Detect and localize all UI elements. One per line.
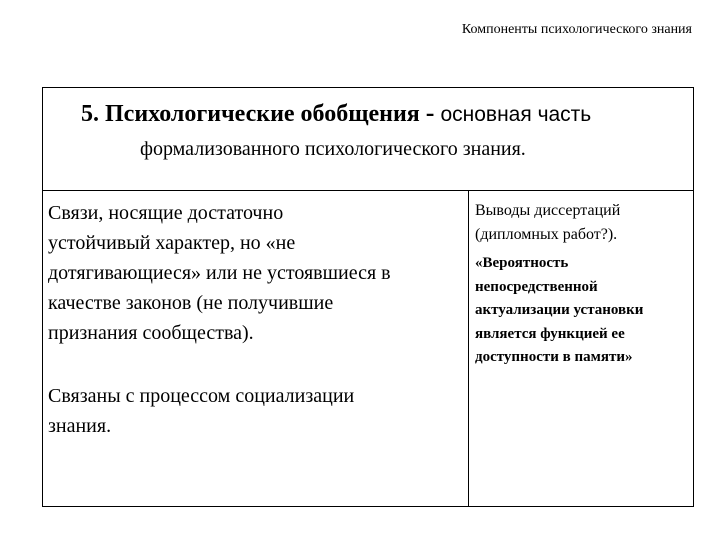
- right-p1-line-2: (дипломных работ?).: [475, 226, 618, 243]
- right-paragraph-conclusions: [475, 199, 620, 247]
- heading-row: [43, 88, 693, 191]
- right-p2-line-4: является функцией ее: [475, 325, 625, 342]
- left-p2-line-1: Связаны с процессом социализации: [48, 385, 355, 407]
- right-p2-line-5: доступности в памяти»: [475, 349, 633, 366]
- right-p2-line-1: «Вероятность: [475, 255, 569, 271]
- page-header-title: Компоненты психологического знания: [461, 22, 692, 37]
- heading-line-1: [81, 98, 591, 130]
- left-p1-line-2: устойчивый характер, но «не: [48, 232, 296, 254]
- heading-dash: -: [425, 98, 435, 127]
- right-paragraph-quote: [475, 252, 643, 370]
- column-divider: [468, 191, 469, 507]
- content-frame: [42, 87, 694, 507]
- heading-lead: основная часть: [440, 103, 592, 126]
- left-p1-line-5: признания сообщества).: [48, 322, 254, 344]
- heading-line-2: формализованного психологического знания.: [140, 138, 526, 160]
- right-p1-line-1: Выводы диссертаций: [475, 202, 621, 219]
- heading-title: 5. Психологические обобщения: [81, 101, 420, 127]
- left-p1-line-1: Связи, носящие достаточно: [48, 202, 284, 224]
- left-p1-line-3: дотягивающиеся» или не устоявшиеся в: [48, 262, 391, 284]
- right-p2-line-3: актуализации установки: [475, 302, 644, 319]
- left-paragraph-connections: [48, 198, 391, 348]
- left-paragraph-socialization: [48, 381, 354, 441]
- left-p2-line-2: знания.: [48, 415, 112, 437]
- left-p1-line-4: качестве законов (не получившие: [48, 292, 334, 314]
- right-p2-line-2: непосредственной: [475, 278, 598, 295]
